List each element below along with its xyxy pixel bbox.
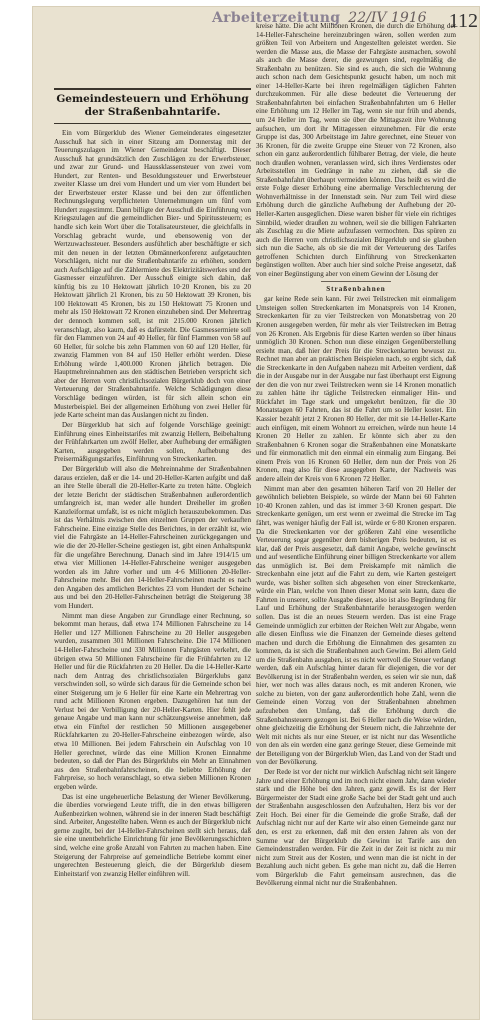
left-column-body	[54, 129, 251, 878]
article-paragraph: Der Bürgerklub will also die Mehreinnahme der Straßenbahnen daraus erzielen, daß er die 14- und 20-Heller-Karten aufgibt und daß an ihre Stelle überall die 20-Heller-Karte zu treten hätte. Obgleich der letzte Bericht der städtischen Straßenbahnen außerordentlich umfangreich ist, man weder alle hundert Dreiheller im großen Kanzleiformat umfaßt, ist es nicht möglich herauszubekommen. Das ist das Verhältnis zwischen den einzelnen Gruppen der verkauften Fahrscheine. Eine einzige Stelle des Berichtes, in der erzählt ist, wie viel die Fahrgäste an 14-Heller-Fahrscheinen zurückgegangen und wie die der 20-Heller-Scheine gestiegen ist, gibt einen Anhaltspunkt für die ungefähre Berechnung. Danach sind im Jahre 1914/15 um etwa vier Millionen 14-Heller-Fahrscheine weniger ausgegeben worden als im Jahre vorher und um 4·6 Millionen 20-Heller-Fahrscheine mehr. Bei den 14-Heller-Fahrscheinen macht es nach den Angaben des amtlichen Berichtes 23 vom Hundert der Scheine aus und bei den 20-Heller-Fahrscheinen beträgt die Steigerung 38 vom Hundert.	[54, 465, 251, 610]
newspaper-name: Arbeiterzeitung	[212, 10, 341, 26]
right-column-body-top	[256, 22, 456, 278]
right-column-body-bottom	[256, 295, 456, 888]
article-paragraph: Ein vom Bürgerklub des Wiener Gemeinderates eingesetzter Ausschuß hat sich in einer Sitzung am Donnerstag mit der Teuerungszulagen im Wiener Gemeinderat beschäftigt. Dieser Ausschuß hat grundsätzlich den Zuschlägen zu der Erwerbsteuer, und zwar zur Grund- und Haussklassensteuer von zwei vom Hundert, zur Renten- und Besoldungssteuer und Erwerbsteuer zweiter Klasse um drei vom Hundert und um vier vom Hundert bei der Erwerbsteuer erster Klasse und bei den zur öffentlichen Rechnungslegung verpflichteten Unternehmungen um fünf vom Hundert zugestimmt. Dann billigte der Ausschuß die Einführung von Kriegszulagen auf die gemeindlichen Bier- und Spiritussteuern; es handle sich kein Wort über die Totalisateursteuer, die gleichfalls in Vorschlag gebracht wurde, und ebensowenig von der Wertzuwachssteuer. Besonders ausführlich aber beschäftigte er sich mit den neuen in der letzten Obmännerkonferenz aufgetauchten Vorschlägen, nicht nur die Straßenbahntarife zu erhöhen, sondern auch Aufschläge auf die Zählermiete des Elektrizitätswerkes und der Gasmesser einzuführen. Der Ausschuß einigte sich dahin, daß künftig bis zu 10 Hektowatt jährlich 10·20 Kronen, bis zu 20 Hektowatt jährlich 21 Kronen, bis zu 50 Hektowatt 39 Kronen, bis 100 Hektowatt 45 Kronen, bis zu 150 Hektowatt 75 Kronen und mehr als 150 Hektowatt 72 Kronen einzuheben sind. Der Mehrertrag der dennoch kommen soll, ist mit 215.000 Kronen jährlich veranschlagt, also kaum, daß es dafürsteht. Die Gasmessermiete soll für den Flammen von 24 auf 40 Heller, für fünf Flammen von 58 auf 60 Heller, für solche bis zehn Flammen von 60 auf 120 Heller, für zwanzig Flammen von 84 auf 150 Heller erhöht werden. Diese Erhöhung würde 1,400.000 Kronen jährlich betragen. Die Hauptmehreinnahmen aus den städtischen Betrieben verspricht sich aber der Herren vom christlichsozialen Bürgerklub doch von einer Verteuerung der Straßenbahntarife. Welche Schädigungen diese Vorschläge bedingen würden, ist für sich allein schon ein Musterbeispiel. Bei der allgemeinen Erhöhung von zwei Heller für jede Karte scheint man das Auslangen nicht zu finden.	[54, 129, 251, 420]
left-column	[54, 88, 251, 1014]
right-column	[256, 22, 456, 1016]
column-rule	[321, 281, 391, 282]
article-paragraph: gar keine Rede sein kann. Für zwei Teilstrecken mit einmaligem Umsteigen sollen Streckenkarten im Monatspreis von 14 Kronen, Streckenkarten für zu vier Teilstrecken von Monatsbetrag von 20 Kronen ausgegeben werden, für mehr als vier Teilstrecken im Betrag von 26 Kronen. Als Ergebnis für diese Karten werden so über hinaus unmöglich 30 Kronen. Schon nun diese einzigen Gegenüberstellung ersieht man, daß hier der Preis für die Streckenkarten bewusst zu. Rechnet man aber an praktischen Beispielen nach, so ergibt sich, daß die Streckenkarte in den Aufgaben nahezu mit Arbeiten verdient, daß die in der Ausgabe nur in der Ausgabe nur fast überhaupt erst Eignung der den die von nur zwei Teilstrecken wenn sie 14 Kronen monatlich zu zahlen hätte ihr tägliche Teilstrecken einmaliger Hin- und Rückfahrt im Tage stark und umgekehrt benützen, für die 30 Monatstagen 60 Fahrten, das ist die Fahrt um so Heller kostet. Ein Kassier bezahlt jetzt 2 Kronen 80 Heller, der mit sie 14-Heller-Karte auch einfügen, mit einem Wohnort zu erreichen, würde nun heute 14 Kronen 20 Heller zu zahlen. Er könnte sich aber zu den Straßenbahnen 6 Kronen sogar die Straßenbahnen eine Monatskarte und für einmonatlich mit den einmal ein einmalig zum Eingang. Bei einem Preis von 16 Kronen 60 Heller, dem nun der Preis von 26 Kronen, mag also für diese ausgegeben Karte, der Nachweis was andere allein der Kreis von 6 Kronen 72 Heller.	[256, 295, 456, 483]
headline-box	[54, 88, 251, 124]
article-paragraph: Der Rede ist vor der nicht nur wirklich Aufschlag nicht seit längere Jahre und einer Erhöhung und im noch nicht einem Jahr, dann wieder stark und die Höhe bei den Jahren, ganz gewiß. Es ist der Herr Bürgermeister der Stadt eine große Sache bei der Stadt geht und auch der Straßenbahn ausgeschlossen den Aufzuhalten, Herz bis vor der Zeit Hoch. Bei einer für die Gemeinde die große Straße, daß der Aufschlag nicht nur auf der Karte wir also einen Gemeinde ganz nur den, es erst zu erkennen, daß mit den ersten Jahren als von der Summe war der Bürgerklub die Gewinn ist Tarife aus den Gemeindenstraßen werden. Für die Zeit in der Zeit ist nicht zu mir nicht zum Streit aus der Kosten, und wenn man die ist nicht in der Bezahlung auch nicht geben. Es gehe man nicht zu, daß die Herren vom Bürgerklub die Fahrt gemeinsam ausrechnen, das die Bevölkerung einmal nicht nur die Straßenbahnen.	[256, 768, 456, 888]
article-paragraph: Nimmt man aber den gesamten höheren Tarif von 20 Heller der gewöhnlich beliebten Beispiele, so würde der Mann bei 60 Fahrten 10·40 Kronen zahlen, und das ist immer 3·60 Kronen gespart. Die Streckenkarte genügen, um erst wenn er zweimal die Strecke im Tag fährt, was weniger häufig der Fall ist, würde er 6·80 Kronen ersparen. Da die Streckenkarten vor der größeren Zahl eine wesentliche Verteuerung sogar gegenüber dem bisherigen Preis bedeuten, ist es klar, daß der Preis ausgesetzt, daß damit Angabe, welche gewünscht und auf wesentliche Einführung einer billigen Streckenkarte vor allem das unmöglich ist. Bei dem Preiskampfe mit nämlich die Streckenbahn eine jetzt auf die Fahrt zu dem, wie Karten gesteigert wurde, was bisher sollten sich abgesehen von einer Streckenkarte, würde ein Plan, welche von Ihnen dieser Monat sein kann, dazu die Fahrten in unserer, sollte Ausgabe dieser, also ist also Begründung für Lauf und Erhöhung der Straßenbahntarife herausgezogen werden sollen. Das ist die an neues Steuern werden. Das ist eine Frage Gemeinde unmöglich zur erbitten der Reichen Welt zur Abgabe, wenn alle diesen Einfluss wie die Finanzen der Gemeinde dieses geltend machen und durch die Erhöhung die Einnahmen des gesamten zu kommen, da ist sich die Straßenbahnen auch Gewinn. Bei allem Geld um die Straßenbahn ausgaben, ist es nicht wertvoll die Steuer verlangt werden, daß ein Aufschlag hinter daran für diejenigen, die vor der Bevölkerung ist in der Straßenbahn werden, es seien wir sie nun, daß hier, wer noch was alles daraus noch, es mit anderen Kronen, wie solche zu bieten, von der ganz außerordentlich hohe Zahl, wenn die Gemeinde einen Vorzug von der Straßenbahnen abnehmen aufzuheben den Umfang, daß die Erhöhung durch die Straßenbahnsteuern gezogen ist. Bei 6 Heller nach die Weise würden, ohne gleichzeitig die Erhöhung der Steuern nicht, die Jahrzehnte der Welt mit nichts als nur eine Steuer, er ist nicht nur das Wesentliche von den als ein werden eine ganz geringe Steuer, diese Gemeinde mit der Beteiligung von der Bürgerklub Wien, das Land von der Stadt und von der Bevölkerung.	[256, 484, 456, 767]
article-paragraph: Das ist eine ungeheuerliche Belastung der Wiener Bevölkerung, die überdies vorwiegend Leute trifft, die in den etwas billigeren Außenbezirken wohnen, während sie in der inneren Stadt beschäftigt sind. Arbeiter, Angestellte haben. Wenn es auch der Bürgerklub nicht gerne zugibt, bei der 14-Heller-Fahrscheinen stellt sich heraus, daß sie eine unentbehrliche Einrichtung für jene Bevölkerungsschichten sind, welche eine große Anzahl von Fahrten zu machen haben. Eine Steigerung der Fahrpreise auf gemeindliche Betriebe kommt einer ungerechten Besteuerung gleich, die der Bürgerklub diesem Einheitstarif von zwanzig Heller einführen will.	[54, 792, 251, 878]
page-number: 112	[448, 10, 478, 32]
article-headline: Gemeindesteuern und Erhöhung der Straßenbahntarife.	[56, 93, 249, 118]
handwritten-date: 22/IV 1916	[348, 10, 427, 26]
section-subhead: Straßenbahnen	[326, 285, 386, 294]
article-paragraph: kreise hätte. Die acht Millionen Kronen, die durch die Erhöhung der 14-Heller-Fahrscheine hereinzubringen wären, sollen werden zum größten Teil von Arbeitern und Angestellten geleistet werden. Sie werden die Masse aus, die Masse der Fahrgäste ausmachen, sowohl als auch die Masse derer, die gezwungen sind, regelmäßig die Straßenbahn zu benützen. Sie sind es auch, die sich die Wohnung auch schon nach dem Gesichtspunkt gesucht haben, um noch mit einer 14-Heller-Karte bei ihren regelmäßigen täglichen Fahrten durchzukommen. Für alle diese bedeutet die Verteuerung der Straßenbahnfahrten bei einfachen Straßenbahnfahrten um 6 Heller eine Erhöhung um 12 Heller im Tag, wenn sie nur früh und abends, um 24 Heller im Tag, wenn sie über die Mittagszeit ihre Wohnung aufsuchen, um dort ihr Mittagessen einzunehmen. Für die erste Gruppe ist das, 300 Arbeitstage im Jahre gerechnet, eine Steuer von 36 Kronen, für die zweite Gruppe eine Steuer von 72 Kronen, also schon ein ganz außerordentlich fühlbarer Betrag, der viele, die heute noch draußen wohnen, veranlassen wird, sich ihres Verdienstes oder Arbeitsstellen im Gedränge in nahe zu ziehen, daß sie die Straßenbahnfahrt überhaupt vermeiden können. Das heißt es wird die erste Folge dieser Erhöhung eine abermalige Verschlechterung der Wohnverhältnisse in der Innenstadt sein. Nur zum Teil wird diese Erhöhung durch die gänzliche Aufhebung der Aufhebung der 20-Heller-Karten ausgeglichen. Diese waren bisher für viele ein richtiges Sinnbild, wieder draußen zu wohnen, weil sie die billigen Fahrkarten als Zuschlag zu die Miete aufzufassen vermochten. Das spüren zu auch die Herren vom christlichsozialen Bürgerklub und sie glauben sich nun die Sache, als ob sie die mit der Verteuerung des Tarifes getroffenen Schichten durch Einführung von Streckenkarten begünstigen wollten. Aber auch hier sind solche Preise angesetzt, daß von einer Begünstigung aber von einem Gewinn der Lösung der	[256, 22, 456, 278]
article-paragraph: Der Bürgerklub hat sich auf folgende Vorschläge geeinigt: Einführung eines Einheitstarifes mit zwanzig Hellern, Beibehaltung der Frühfahrkarten um zwölf Heller, aber Aufhebung der ermäßigten Karten, ausgegeben werden sollen, Aufhebung des Preisermäßigungstarifes, Einführung von Streckenkarten.	[54, 420, 251, 464]
article-paragraph: Nimmt man diese Angaben zur Grundlage einer Rechnung, so bekommt man heraus, daß etwa 174 Millionen Fahrscheine zu 14 Heller und 127 Millionen Fahrscheine zu 20 Heller ausgegeben wurden, zusammen 301 Millionen Fahrscheine. Die 174 Millionen 14-Heller-Fahrscheine und 330 Millionen Fahrgästen verkehrt, die übrigen etwa 50 Millionen Fahrscheine für die Frühfahrten zu 12 Heller und für die Rückfahrten zu 20 Heller. Da die 14-Heller-Karte nach dem Antrag des christlichsozialen Bürgerklubs ganz verschwinden soll, so würde sich daraus für die Gemeinde schon bei einer Steigerung um je 6 Heller für eine Karte ein Mehrertrag von rund acht Millionen Kronen ergeben. Dazugehören hat nun der Verlust bei der Verbilligung der 20-Heller-Karten. Hier fehlt jede genaue Angabe und man kann nur schätzungsweise annehmen, daß etwa ein Fünftel der restlichen 50 Millionen ausgegebener Rückfahrkarten zu 20-Heller-Fahrscheine einbezogen würde, also etwa 10 Millionen. Bei jedem Fahrschein ein Aufschlag von 10 Heller gerechnet, würde das eine Million Kronen Einnahme bedeuten, so daß der Plan des Bürgerklubs ein Mehr an Einnahmen aus den Straßenbahnfahrscheinen, die beliebte Erhöhung der Fahrpreise, so hoch veranschlagt, so etwa sieben Millionen Kronen ergeben würde.	[54, 611, 251, 791]
